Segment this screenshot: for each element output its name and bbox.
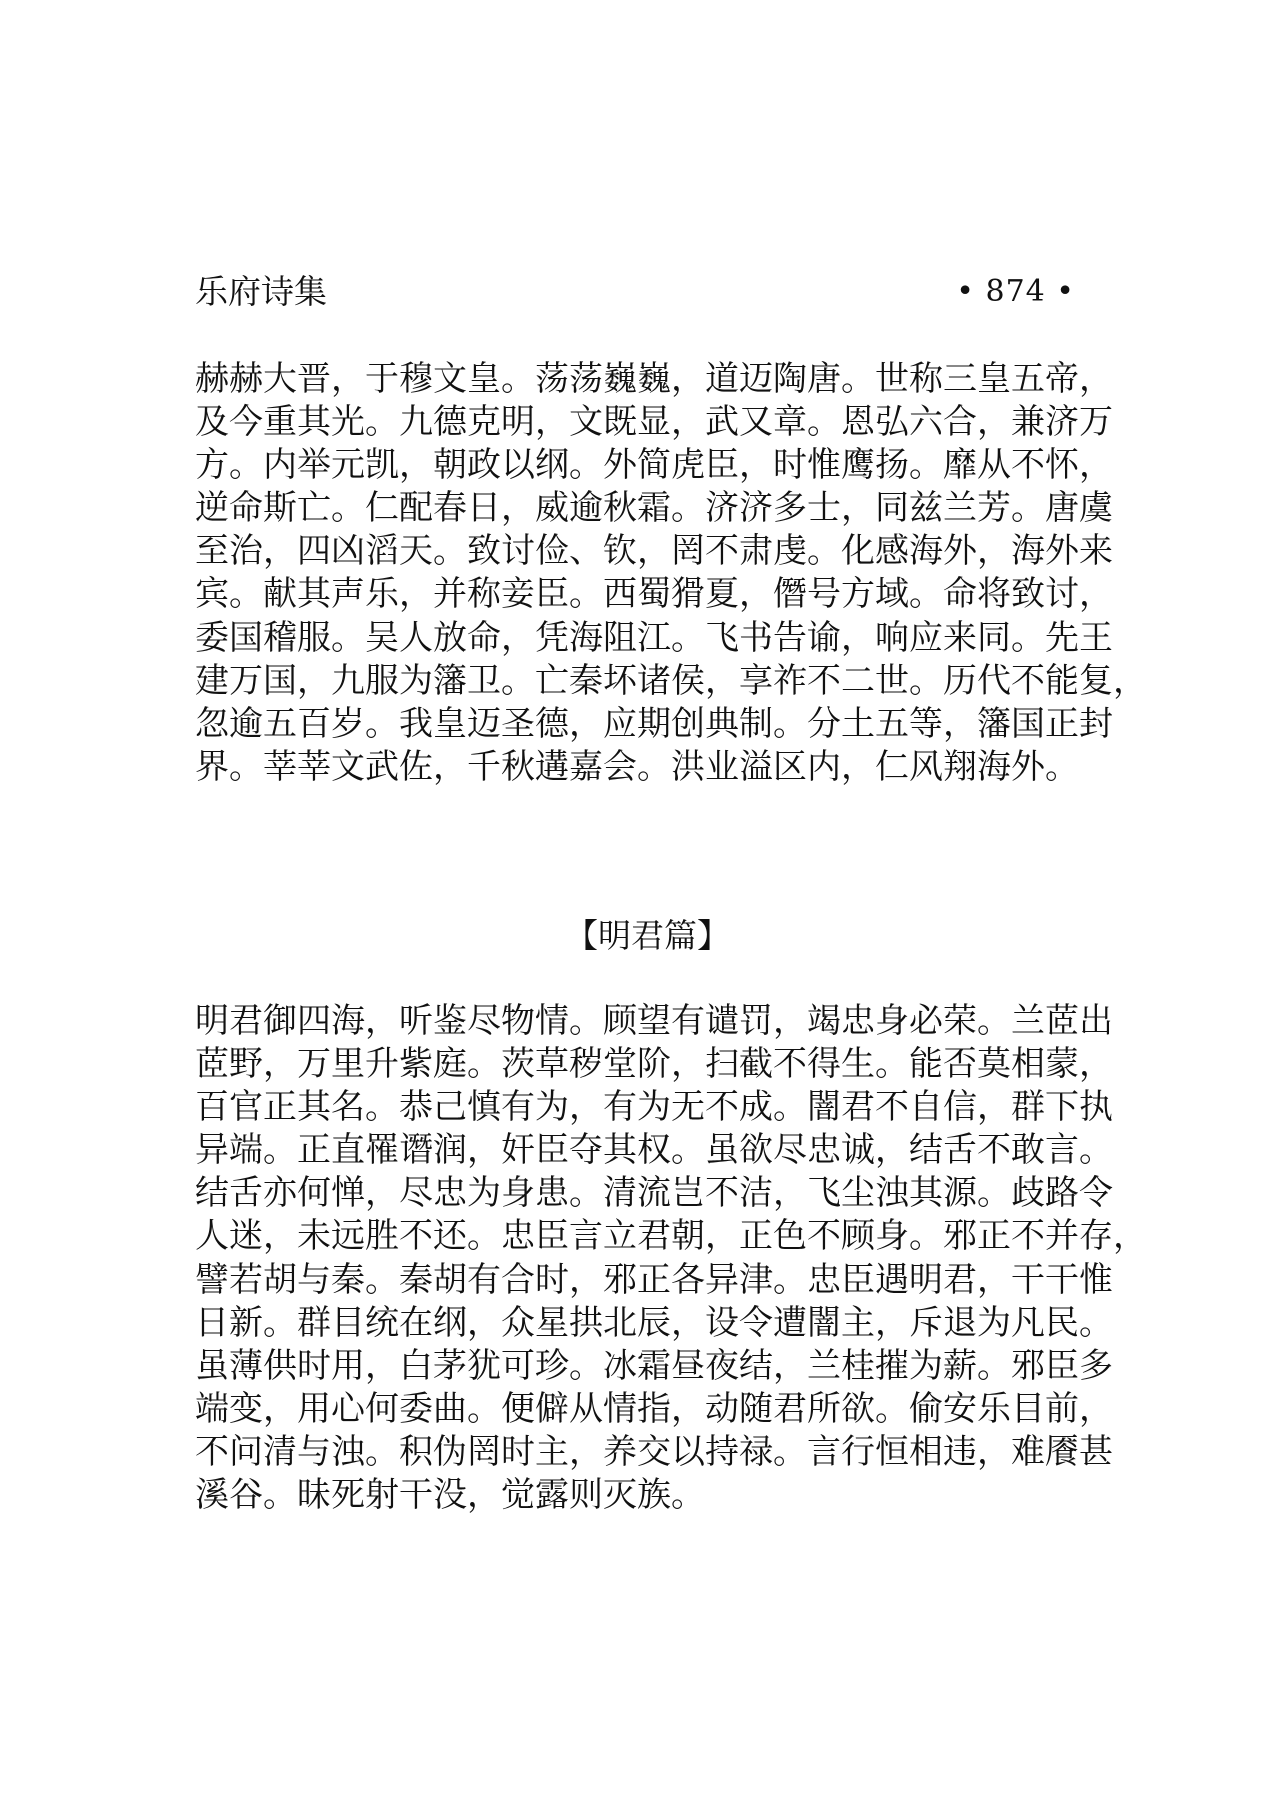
text-line: 百官正其名。恭己慎有为，有为无不成。闇君不自信，群下执 — [195, 1087, 1113, 1128]
text-line: 譬若胡与秦。秦胡有合时，邪正各异津。忠臣遇明君，干干惟 — [195, 1259, 1113, 1300]
text-line: 忽逾五百岁。我皇迈圣德，应期创典制。分土五等，籓国正封 — [195, 703, 1113, 744]
text-line: 不问清与浊。积伪罔时主，养交以持禄。言行恒相违，难餍甚 — [195, 1431, 1113, 1472]
text-line: 建万国，九服为籓卫。亡秦坏诸侯，享祚不二世。历代不能复， — [195, 660, 1147, 701]
text-line: 逆命斯亡。仁配春日，威逾秋霜。济济多士，同兹兰芳。唐虞 — [195, 488, 1113, 529]
text-line: 宾。献其声乐，并称妾臣。西蜀猾夏，僭号方域。命将致讨， — [195, 574, 1113, 615]
text-line: 虽薄供时用，白茅犹可珍。冰霜昼夜结，兰桂摧为薪。邪臣多 — [195, 1345, 1113, 1386]
text-line: 茝野，万里升紫庭。茨草秽堂阶，扫截不得生。能否莫相蒙， — [195, 1044, 1113, 1085]
section-heading: 【明君篇】 — [565, 916, 730, 955]
text-line: 异端。正直罹谮润，奸臣夺其权。虽欲尽忠诚，结舌不敢言。 — [195, 1130, 1113, 1171]
poem-text-2 — [195, 1000, 1147, 1517]
text-line: 赫赫大晋，于穆文皇。荡荡巍巍，道迈陶唐。世称三皇五帝， — [195, 359, 1113, 399]
text-line: 委国稽服。吴人放命，凭海阻江。飞书告谕，响应来同。先王 — [195, 617, 1113, 658]
text-line: 及今重其光。九德克明，文既显，武又章。恩弘六合，兼济万 — [195, 402, 1113, 443]
text-line: 方。内举元凯，朝政以纲。外简虎臣，时惟鹰扬。靡从不怀， — [195, 445, 1113, 486]
poem-text-1 — [195, 358, 1147, 789]
book-title: 乐府诗集 — [195, 272, 327, 311]
text-line: 人迷，未远胜不还。忠臣言立君朝，正色不顾身。邪正不并存， — [195, 1216, 1147, 1257]
page-header — [195, 268, 1075, 316]
text-line: 结舌亦何惮，尽忠为身患。清流岂不洁，飞尘浊其源。歧路令 — [195, 1173, 1113, 1214]
text-line: 至治，四凶滔天。致讨俭、钦，罔不肃虔。化感海外，海外来 — [195, 531, 1113, 572]
page-number: • 874 • — [956, 274, 1075, 309]
text-line: 端变，用心何委曲。便僻从情指，动随君所欲。偷安乐目前， — [195, 1388, 1113, 1429]
text-line: 日新。群目统在纲，众星拱北辰，设令遭闇主，斥退为凡民。 — [195, 1302, 1113, 1343]
text-line: 界。莘莘文武佐，千秋遘嘉会。洪业溢区内，仁风翔海外。 — [195, 746, 1079, 787]
text-line: 溪谷。昧死射干没，觉露则灭族。 — [195, 1475, 705, 1516]
text-line: 明君御四海，听鉴尽物情。顾望有谴罚，竭忠身必荣。兰茝出 — [195, 1001, 1113, 1041]
